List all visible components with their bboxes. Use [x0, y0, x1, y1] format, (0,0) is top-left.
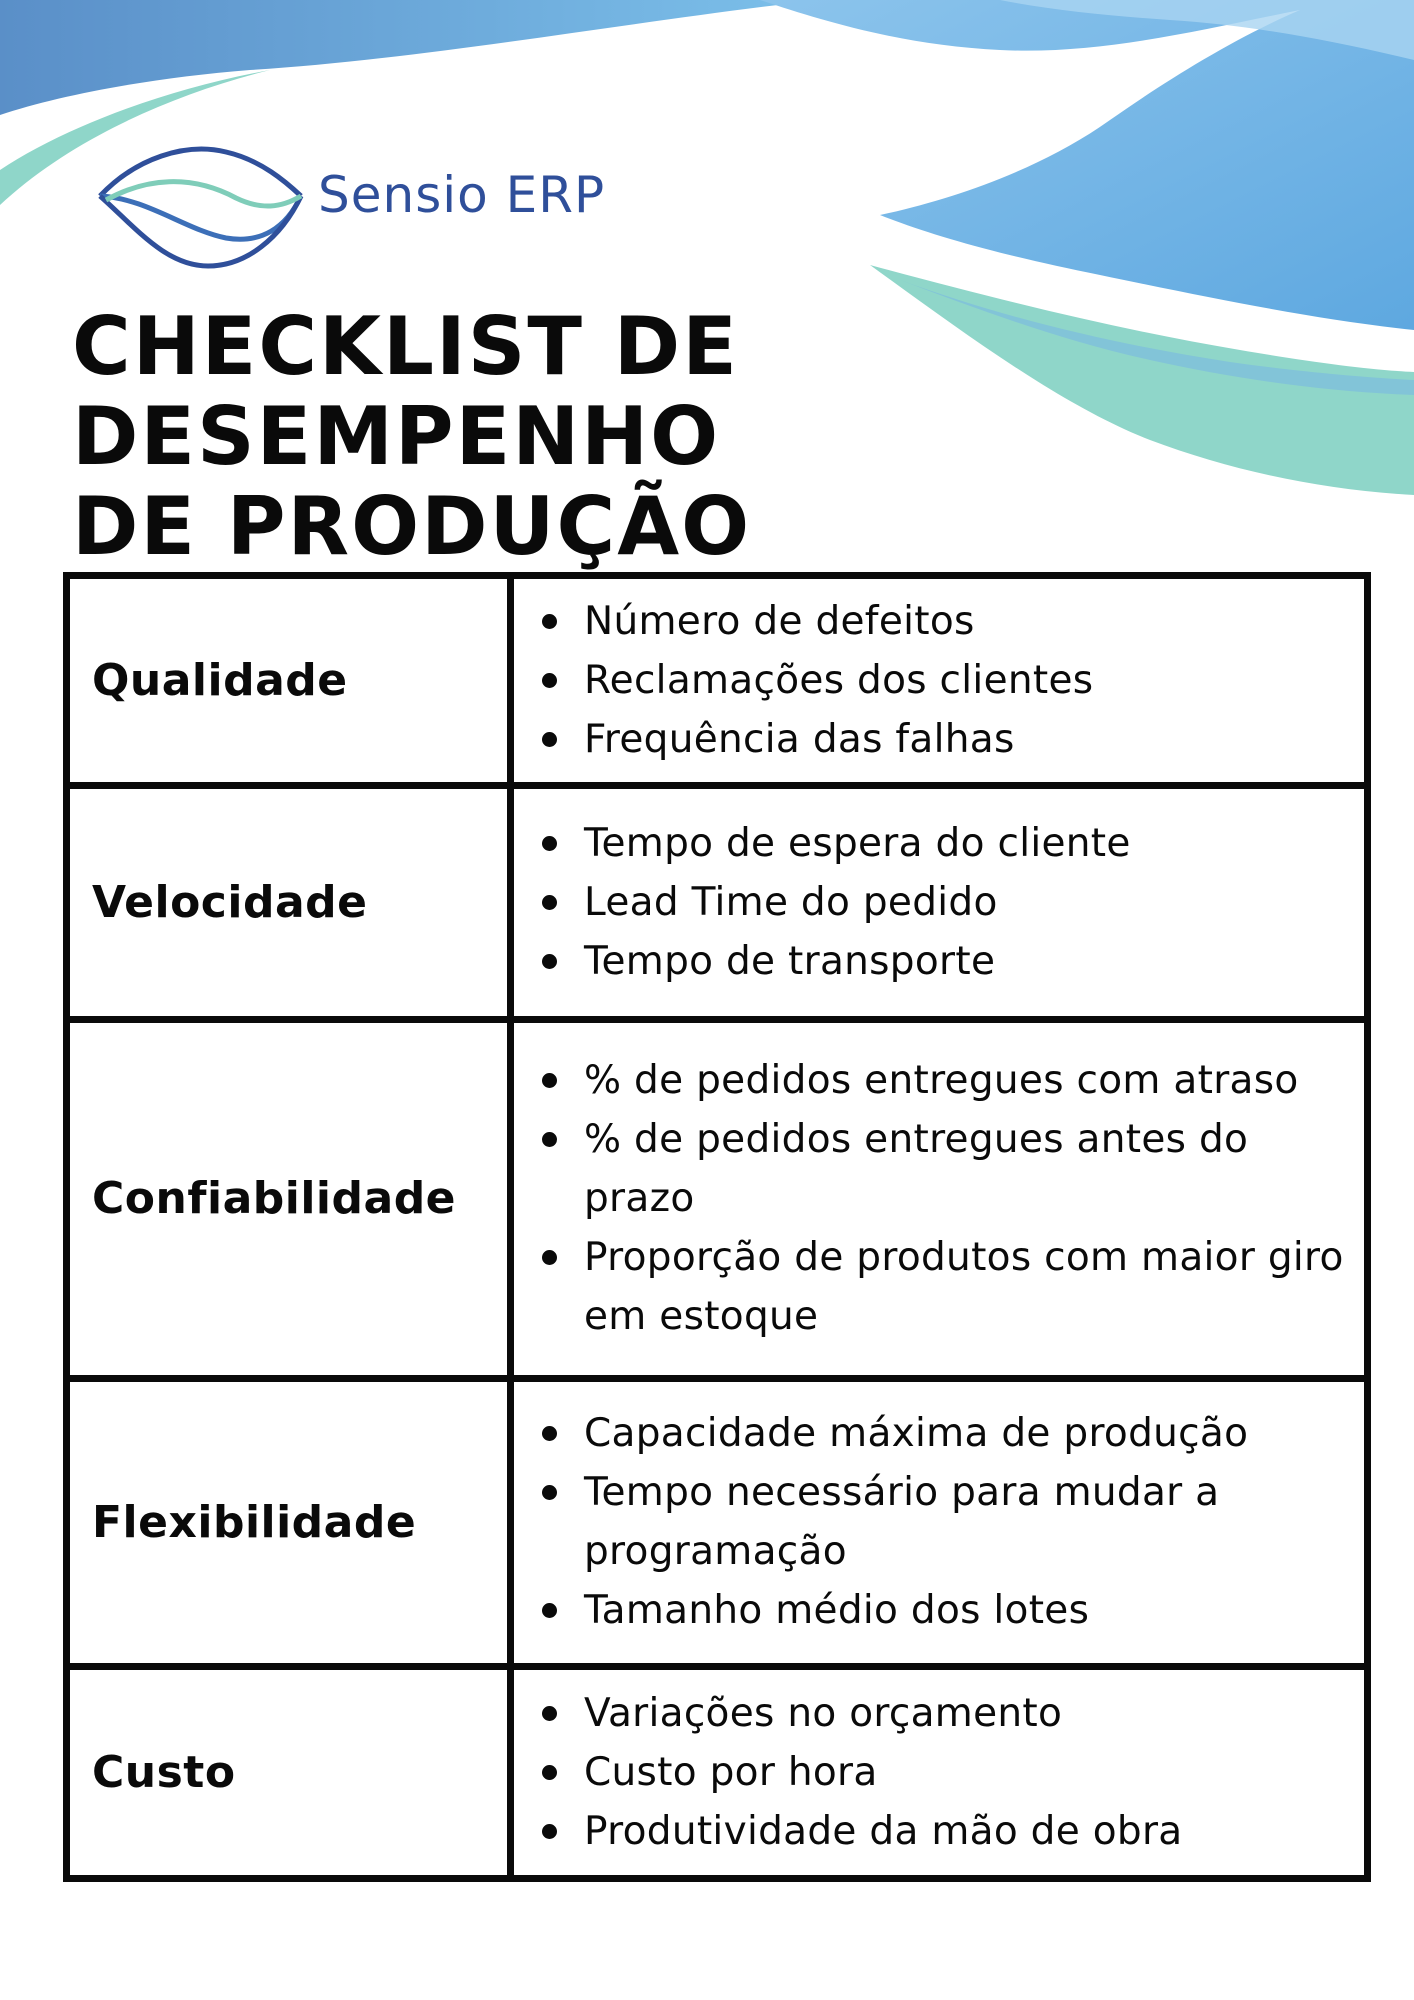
category-cell: Qualidade: [67, 576, 511, 786]
category-cell: Velocidade: [67, 786, 511, 1020]
brand-logo: [96, 138, 605, 270]
list-item: Reclamações dos clientes: [584, 651, 1352, 710]
table-row-velocidade: [67, 786, 1368, 1020]
table-row-qualidade: [67, 576, 1368, 786]
category-cell: Flexibilidade: [67, 1378, 511, 1666]
table-row-confiabilidade: [67, 1020, 1368, 1378]
list-item: % de pedidos entregues com atraso: [584, 1051, 1352, 1110]
indicator-list: [526, 592, 1352, 769]
list-item: % de pedidos entregues antes do prazo: [584, 1110, 1352, 1228]
list-item: Capacidade máxima de produção: [584, 1404, 1352, 1463]
page-title: [72, 302, 1372, 572]
list-item: Tempo necessário para mudar a programação: [584, 1463, 1352, 1581]
list-item: Variações no orçamento: [584, 1684, 1352, 1743]
indicator-list: [526, 1051, 1352, 1346]
page-title-line-2: DE PRODUÇÃO: [72, 480, 752, 573]
list-item: Proporção de produtos com maior giro em estoque: [584, 1228, 1352, 1346]
list-item: Custo por hora: [584, 1743, 1352, 1802]
list-item: Tempo de transporte: [584, 932, 1352, 991]
list-item: Número de defeitos: [584, 592, 1352, 651]
table-row-flexibilidade: [67, 1378, 1368, 1666]
items-cell: [511, 576, 1368, 786]
items-cell: [511, 786, 1368, 1020]
list-item: Produtividade da mão de obra: [584, 1802, 1352, 1861]
items-cell: [511, 1020, 1368, 1378]
indicator-list: [526, 1404, 1352, 1640]
table-row-custo: [67, 1666, 1368, 1878]
indicator-list: [526, 1684, 1352, 1861]
items-cell: [511, 1666, 1368, 1878]
checklist-table: [63, 572, 1371, 1882]
list-item: Frequência das falhas: [584, 710, 1352, 769]
list-item: Lead Time do pedido: [584, 873, 1352, 932]
wave-eye-logo-icon: [96, 138, 306, 270]
items-cell: [511, 1378, 1368, 1666]
brand-name: Sensio ERP: [318, 166, 606, 224]
category-cell: Custo: [67, 1666, 511, 1878]
page-title-line-1: CHECKLIST DE DESEMPENHO: [72, 300, 739, 483]
list-item: Tempo de espera do cliente: [584, 814, 1352, 873]
category-cell: Confiabilidade: [67, 1020, 511, 1378]
indicator-list: [526, 814, 1352, 991]
list-item: Tamanho médio dos lotes: [584, 1581, 1352, 1640]
